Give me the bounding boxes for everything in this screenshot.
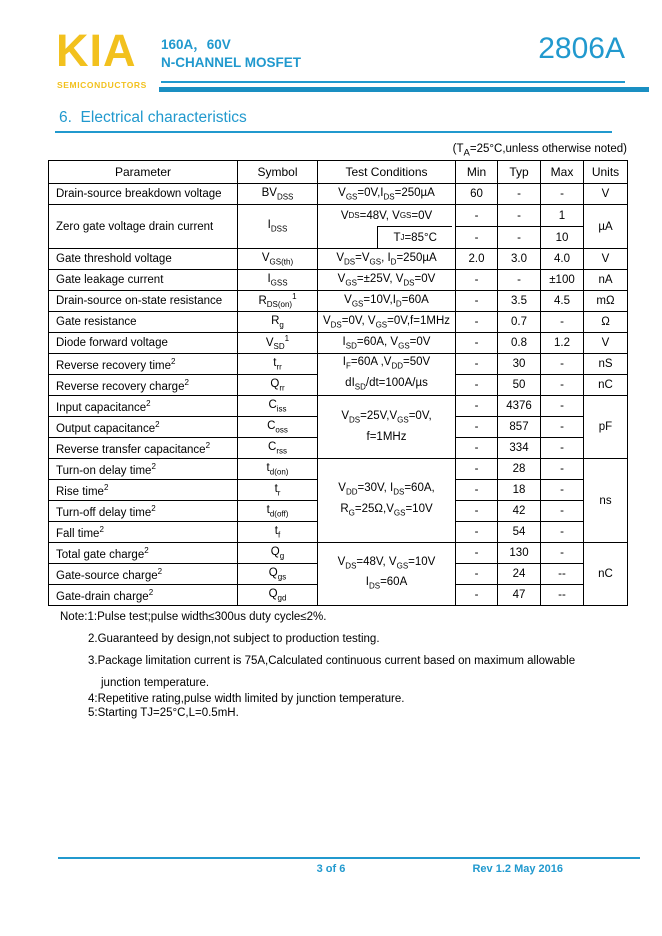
table-cell: - — [541, 184, 584, 205]
table-cell: $V_{DS}=0V$, $V_{GS}=0V,f=1MHz$ — [318, 312, 456, 333]
table-cell: $V_{DD}=30V$, $I_{DS}=60A$, $R_G=25\Omega,V_{GS}=10V$ — [318, 459, 456, 543]
table-cell: Rise time$^2$ — [49, 480, 238, 501]
table-cell: Turn-on delay time$^2$ — [49, 459, 238, 480]
table-row — [49, 291, 628, 312]
table-cell: 4.5 — [541, 291, 584, 312]
table-cell: Turn-off delay time$^2$ — [49, 501, 238, 522]
note-line: 3.Package limitation current is 75A,Calculated continuous current based on maximum allowable — [88, 655, 576, 667]
table-cell: $Q_{gd}$ — [238, 585, 318, 606]
device-type: N-CHANNEL MOSFET — [161, 54, 301, 70]
page-number: 3 of 6 — [316, 863, 346, 875]
table-cell: 2.0 — [456, 249, 498, 270]
table-cell: 50 — [498, 375, 541, 396]
header-rule-thin — [161, 81, 625, 83]
table-cell: nS — [584, 354, 628, 375]
table-cell: -- — [541, 585, 584, 606]
footer-rule — [58, 857, 640, 859]
table-cell: $t_r$ — [238, 480, 318, 501]
table-cell: 130 — [498, 543, 541, 564]
table-cell: 47 — [498, 585, 541, 606]
device-spec — [161, 36, 301, 71]
table-cell: 334 — [498, 438, 541, 459]
table-cell: mΩ — [584, 291, 628, 312]
table-cell: $C_{iss}$ — [238, 396, 318, 417]
table-cell: $t_{d(off)}$ — [238, 501, 318, 522]
table-header-row — [49, 161, 628, 184]
table-cell: - — [456, 354, 498, 375]
header-rule-thick — [159, 87, 649, 92]
column-header: Max — [541, 161, 584, 184]
table-cell: pF — [584, 396, 628, 459]
table-cell: $V_{GS}=\pm 25V$, $V_{DS}=0V$ — [318, 270, 456, 291]
table-cell: 3.5 — [498, 291, 541, 312]
table-cell: $V_{GS}=10V,I_D=60A$ — [318, 291, 456, 312]
section-title: 6. Electrical characteristics — [55, 109, 612, 133]
table-cell: $I_{DSS}$ — [238, 205, 318, 249]
table-cell: Drain-source breakdown voltage — [49, 184, 238, 205]
table-cell: - — [498, 270, 541, 291]
table-cell: $V_{DS}=V_{GS}$, $I_D=250\mu A$ — [318, 249, 456, 270]
table-row — [49, 459, 628, 480]
device-rating: 160A，60V — [161, 37, 231, 52]
spec-table — [48, 160, 628, 606]
table-cell: Reverse transfer capacitance$^2$ — [49, 438, 238, 459]
column-header: Units — [584, 161, 628, 184]
table-cell: - — [456, 438, 498, 459]
table-cell: $t_{rr}$ — [238, 354, 318, 375]
table-cell: ns — [584, 459, 628, 543]
table-cell: $C_{rss}$ — [238, 438, 318, 459]
table-row — [49, 333, 628, 354]
table-cell: 24 — [498, 564, 541, 585]
table-cell: - — [456, 417, 498, 438]
table-cell: Reverse recovery charge$^2$ — [49, 375, 238, 396]
part-number: 2806A — [538, 32, 625, 65]
table-row — [49, 312, 628, 333]
table-cell: - — [498, 184, 541, 205]
table-cell: V DS =48V, V GS =0V T J =85°C — [318, 205, 456, 249]
table-cell: - — [456, 227, 498, 249]
table-cell: - — [456, 396, 498, 417]
table-cell: ±100 — [541, 270, 584, 291]
revision-label: Rev 1.2 May 2016 — [472, 863, 563, 875]
table-cell: - — [456, 480, 498, 501]
column-header: Test Conditions — [318, 161, 456, 184]
table-cell: - — [541, 417, 584, 438]
table-cell: 0.8 — [498, 333, 541, 354]
table-cell: Gate threshold voltage — [49, 249, 238, 270]
table-cell: - — [541, 375, 584, 396]
table-cell: V — [584, 249, 628, 270]
table-cell: Diode forward voltage — [49, 333, 238, 354]
table-cell: $R_{DS(on)}^1$ — [238, 291, 318, 312]
note-line: 5:Starting TJ=25°C,L=0.5mH. — [88, 707, 239, 719]
table-cell: - — [456, 205, 498, 227]
table-row — [49, 270, 628, 291]
column-header: Parameter — [49, 161, 238, 184]
table-cell: $V_{DS}=48V$, $V_{GS}=10V$ $I_{DS}=60A$ — [318, 543, 456, 606]
logo-subtext: SEMICONDUCTORS — [57, 80, 147, 90]
table-cell: - — [456, 585, 498, 606]
table-cell: - — [456, 375, 498, 396]
table-cell: $V_{GS}=0V,I_{DS}=250\mu A$ — [318, 184, 456, 205]
note-line: 4:Repetitive rating,pulse width limited by junction temperature. — [88, 693, 405, 705]
table-cell: Input capacitance$^2$ — [49, 396, 238, 417]
table-cell: $BV_{DSS}$ — [238, 184, 318, 205]
table-cell: - — [541, 480, 584, 501]
table-cell: 1.2 — [541, 333, 584, 354]
table-cell: - — [541, 501, 584, 522]
column-header: Typ — [498, 161, 541, 184]
table-cell: - — [541, 396, 584, 417]
table-cell: 4.0 — [541, 249, 584, 270]
table-cell: $Q_g$ — [238, 543, 318, 564]
table-cell: Gate-drain charge$^2$ — [49, 585, 238, 606]
table-cell: $t_f$ — [238, 522, 318, 543]
table-row — [49, 249, 628, 270]
table-cell: nC — [584, 375, 628, 396]
table-cell: Ω — [584, 312, 628, 333]
table-cell: V — [584, 333, 628, 354]
table-cell: $Q_{rr}$ — [238, 375, 318, 396]
table-row — [49, 184, 628, 205]
table-cell: - — [541, 522, 584, 543]
table-cell: - — [456, 543, 498, 564]
table-cell: - — [456, 291, 498, 312]
table-cell: $t_{d(on)}$ — [238, 459, 318, 480]
table-cell: $Q_{gs}$ — [238, 564, 318, 585]
table-cell: $V_{SD}^1$ — [238, 333, 318, 354]
table-cell: Fall time$^2$ — [49, 522, 238, 543]
table-condition-note: ($T_A=25^\circ C,unless$ otherwise noted) — [452, 143, 627, 159]
table-cell: Output capacitance$^2$ — [49, 417, 238, 438]
table-cell: 1 — [541, 205, 584, 227]
table-row — [49, 396, 628, 417]
table-cell: - — [456, 522, 498, 543]
table-cell: 30 — [498, 354, 541, 375]
table-cell: $I_{GSS}$ — [238, 270, 318, 291]
table-cell: - — [541, 354, 584, 375]
table-cell: - — [456, 333, 498, 354]
table-cell: 3.0 — [498, 249, 541, 270]
table-cell: 10 — [541, 227, 584, 249]
table-row — [49, 205, 628, 227]
table-cell: $V_{DS}=25V,V_{GS}=0V$, f=1MHz — [318, 396, 456, 459]
notes — [60, 611, 632, 721]
table-cell: 18 — [498, 480, 541, 501]
table-cell: -- — [541, 564, 584, 585]
table-cell: - — [498, 227, 541, 249]
table-cell: - — [541, 312, 584, 333]
note-line: Note:1:Pulse test;pulse width≤300us duty cycle≤2%. — [60, 611, 327, 623]
table-cell: - — [541, 459, 584, 480]
table-cell: 0.7 — [498, 312, 541, 333]
table-cell: Total gate charge$^2$ — [49, 543, 238, 564]
table-cell: - — [541, 543, 584, 564]
table-cell: µA — [584, 205, 628, 249]
table-cell: - — [498, 205, 541, 227]
subcondition-cell: T J =85°C — [377, 226, 452, 248]
table-cell: Zero gate voltage drain current — [49, 205, 238, 249]
table-cell: nC — [584, 543, 628, 606]
table-cell: 60 — [456, 184, 498, 205]
note-line: junction temperature. — [101, 677, 210, 689]
table-cell: V — [584, 184, 628, 205]
table-cell: 42 — [498, 501, 541, 522]
table-cell: - — [541, 438, 584, 459]
table-row — [49, 354, 628, 375]
table-cell: nA — [584, 270, 628, 291]
table-cell: - — [456, 270, 498, 291]
table-cell: Gate leakage current — [49, 270, 238, 291]
table-cell: $C_{oss}$ — [238, 417, 318, 438]
table-cell: 857 — [498, 417, 541, 438]
table-cell: Gate resistance — [49, 312, 238, 333]
table-cell: - — [456, 564, 498, 585]
table-cell: $I_F=60A$ $,V_{DD}=50V$ $dI_{SD}/dt=100A/\mu s$ — [318, 354, 456, 396]
column-header: Symbol — [238, 161, 318, 184]
table-cell: Drain-source on-state resistance — [49, 291, 238, 312]
table-cell: - — [456, 459, 498, 480]
table-cell: - — [456, 312, 498, 333]
note-line: 2.Guaranteed by design,not subject to production testing. — [88, 633, 380, 645]
kia-logo: KIA — [56, 25, 137, 76]
table-cell: $V_{GS(th)}$ — [238, 249, 318, 270]
table-cell: - — [456, 501, 498, 522]
table-cell: 28 — [498, 459, 541, 480]
table-cell: 4376 — [498, 396, 541, 417]
table-cell: $R_g$ — [238, 312, 318, 333]
table-cell: Gate-source charge$^2$ — [49, 564, 238, 585]
table-cell: 54 — [498, 522, 541, 543]
table-row — [49, 543, 628, 564]
table-cell: Reverse recovery time$^2$ — [49, 354, 238, 375]
column-header: Min — [456, 161, 498, 184]
table-cell: $I_{SD}=60A$, $V_{GS}=0V$ — [318, 333, 456, 354]
